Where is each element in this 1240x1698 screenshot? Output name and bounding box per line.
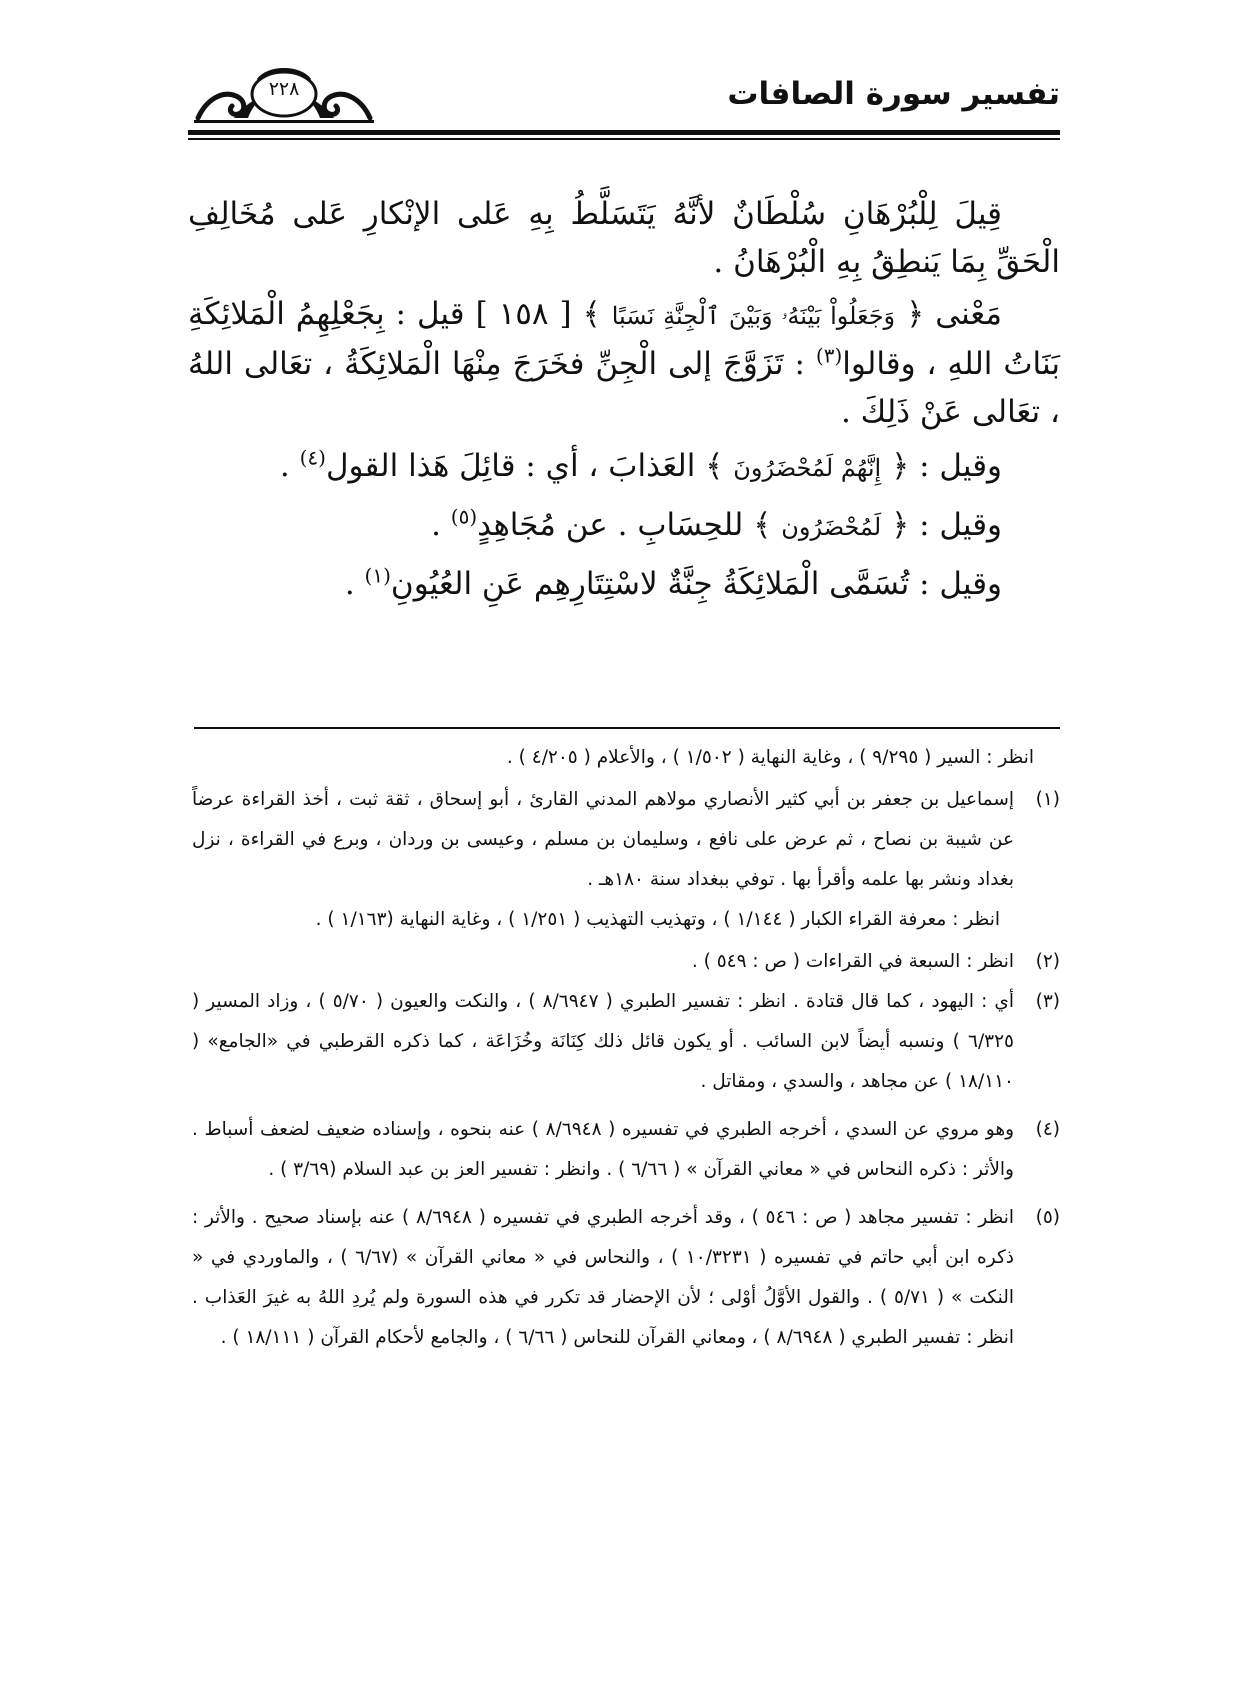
footnote-5-number: (٥) xyxy=(1035,1207,1060,1228)
p5-tail: . xyxy=(344,566,365,602)
footnote-1-number: (١) xyxy=(1035,789,1060,810)
footnote-2-number: (٢) xyxy=(1035,951,1060,972)
paragraph-3 xyxy=(188,438,1060,497)
footnote-3 xyxy=(192,982,1060,1102)
p4-body: ﴾ للحِسَابِ . عن مُجَاهِدٍ xyxy=(477,507,772,543)
p2-body: ﴾ [ ١٥٨ ] قيل : بِجَعْلِهِمُ الْمَلائِكَةِ بَنَاتُ اللهِ ، وقالوا xyxy=(188,296,1060,382)
paragraph-1: قِيلَ لِلْبُرْهَانِ سُلْطَانٌ لأنَّهُ يَتَسَلَّطُ بِهِ عَلى الإنْكارِ عَلى مُخَالِفِ الْحَقِّ بِمَا يَنطِقُ بِهِ الْبُرْهَانُ . xyxy=(188,196,1060,280)
footnote-separator xyxy=(194,727,1060,729)
ornament-right-scroll xyxy=(324,94,370,118)
footnote-3-text: أي : اليهود ، كما قال قتادة . انظر : تفسير الطبري ( ٨/٦٩٤٧ ) ، والنكت والعيون ( ٥/٧٠ ) ، وزاد المسير ( ٦/٣٢٥ ) ونسبه أيضاً لابن السائب . أو يكون قائل ذلك كِنَانَة وخُزَاعَة ، كما ذكره القرطبي في «الجامع» ( ١٨/١١٠ ) عن مجاهد ، والسدي ، ومقاتل . xyxy=(192,991,1014,1092)
footnote-3-number: (٣) xyxy=(1035,991,1060,1012)
footnote-4 xyxy=(192,1110,1060,1190)
footnote-4-text: وهو مروي عن السدي ، أخرجه الطبري في تفسيره ( ٨/٦٩٤٨ ) عنه بنحوه ، وإسناده ضعيف لضعف أسباط . والأثر : ذكره النحاس في « معاني القرآن » ( ٦/٦٦ ) . وانظر : تفسير العز بن عبد السلام (٣/٦٩ ) . xyxy=(192,1119,1015,1180)
footnote-1-reference: انظر : معرفة القراء الكبار ( ١/١٤٤ ) ، وتهذيب التهذيب ( ١/٢٥١ ) ، وغاية النهاية (١/١٦٣ ) . xyxy=(315,909,1000,930)
p2-tail: : تَزَوَّجَ إلى الْجِنِّ فخَرَجَ مِنْهَا الْمَلائِكَةُ ، تعَالى اللهُ ، تعَالى عَنْ ذَلِكَ . xyxy=(188,346,1060,430)
p4-lead: وقيل : ﴿ xyxy=(891,507,1002,543)
footnote-ref-5: (٥) xyxy=(450,504,478,529)
footnote-2 xyxy=(192,942,1060,982)
footnote-ref-1: (١) xyxy=(364,563,391,588)
footnote-ref-4: (٤) xyxy=(299,445,326,470)
footnote-1-text: إسماعيل بن جعفر بن أبي كثير الأنصاري مولاهم المدني القارئ ، أبو إسحاق ، ثقة ثبت ، أخذ القراءة عرضاً عن شيبة بن نصاح ، ثم عرض على نافع ، وسليمان بن مسلم ، وعيسى بن وردان ، وبرع في القراءة ، نزل بغداد ونشر بها علمه وأقرأ بها . توفي ببغداد سنة ١٨٠هـ . xyxy=(192,789,1014,890)
footnote-4-number: (٤) xyxy=(1035,1119,1060,1140)
p5-body: وقيل : تُسَمَّى الْمَلائِكَةُ جِنَّةٌ لاسْتِتَارِهِم عَنِ العُيُونِ xyxy=(390,566,1002,602)
footnotes xyxy=(192,738,1060,1358)
quran-verse-158: وَجَعَلُواْ بَيْنَهُۥ وَبَيْنَ ٱلْجِنَّةِ نَسَبًا xyxy=(611,302,896,330)
page-header xyxy=(188,58,1060,138)
header-rule-thin xyxy=(188,138,1060,140)
quran-word-muhdarun: لَمُحْضَرُون xyxy=(781,513,882,541)
p3-lead: وقيل : ﴿ xyxy=(891,448,1002,484)
page-number: ٢٢٨ xyxy=(268,78,300,100)
footnote-5 xyxy=(192,1198,1060,1358)
paragraph-5 xyxy=(188,556,1060,613)
main-text xyxy=(188,186,1060,613)
paragraph-4 xyxy=(188,497,1060,556)
p3-body: ﴾ العَذابَ ، أي : قائِلَ هَذا القول xyxy=(325,448,724,484)
paragraph-2 xyxy=(188,290,1060,436)
ornament-base xyxy=(194,120,374,123)
header-rule-thick xyxy=(188,130,1060,135)
footnote-continuation: انظر : السير ( ٩/٢٩٥ ) ، وغاية النهاية ( ١/٥٠٢ ) ، والأعلام ( ٤/٢٠٥ ) . xyxy=(506,747,1034,768)
p3-tail: . xyxy=(279,448,300,484)
p4-tail: . xyxy=(431,507,451,543)
footnote-5-text: انظر : تفسير مجاهد ( ص : ٥٤٦ ) ، وقد أخرجه الطبري في تفسيره ( ٨/٦٩٤٨ ) عنه بإسناد صحيح . والأثر : ذكره ابن أبي حاتم في تفسيره ( ١٠/٣٢٣١ ) ، والنحاس في « معاني القرآن » (٦/٦٧ ) ، والماوردي في « النكت » ( ٥/٧١ ) . والقول الأوَّلُ أوْلى ؛ لأن الإحضار قد تكرر في هذه السورة ولم يُردِ اللهُ به غيرَ العَذاب . انظر : تفسير الطبري ( ٨/٦٩٤٨ ) ، ومعاني القرآن للنحاس ( ٦/٦٦ ) ، والجامع لأحكام القرآن ( ١٨/١١١ ) . xyxy=(192,1207,1015,1348)
p2-lead: مَعْنى ﴿ xyxy=(906,296,1002,332)
ornament-left-scroll xyxy=(198,94,244,118)
footnote-ref-3: (٣) xyxy=(815,343,843,368)
header-title: تفسير سورة الصافات xyxy=(727,76,1060,112)
quran-verse-muhdarun: إِنَّهُمْ لَمُحْضَرُونَ xyxy=(733,454,882,482)
footnote-2-text: انظر : السبعة في القراءات ( ص : ٥٤٩ ) . xyxy=(691,951,1014,972)
footnote-1 xyxy=(192,780,1060,900)
